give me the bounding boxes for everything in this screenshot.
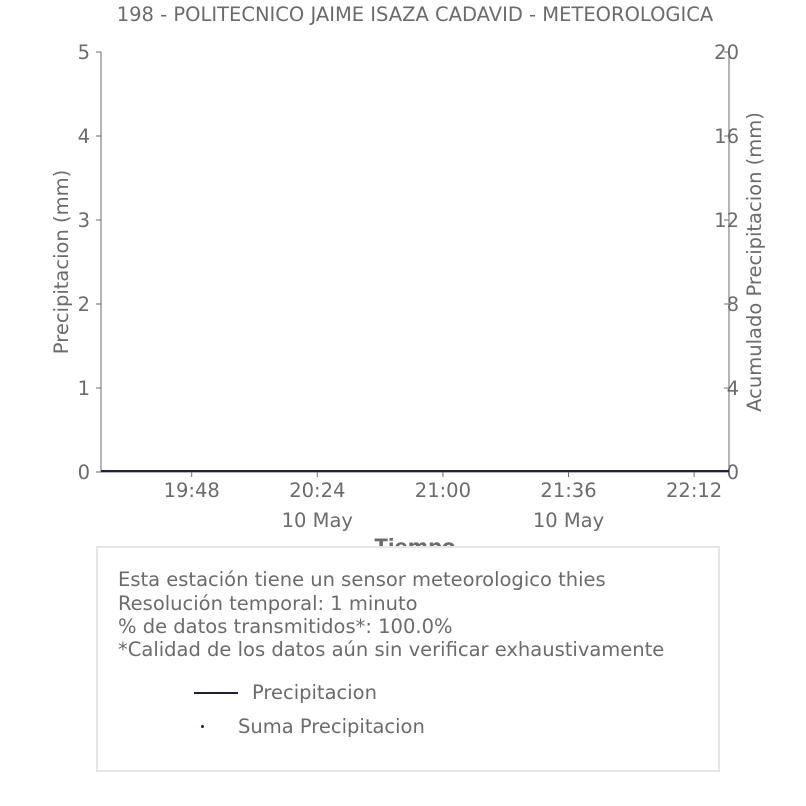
x-tick-sublabel-3: 10 May (532, 509, 605, 532)
x-tick-label-1: 20:24 (289, 479, 346, 502)
x-tick-label-4: 22:12 (666, 479, 723, 502)
y-tick-label-4: 4 (77, 125, 90, 148)
y-tick-label-2: 2 (77, 293, 90, 316)
y2-tick-label-1: 4 (726, 377, 739, 400)
info-quality-text: *Calidad de los datos aún sin verificar exhaustivamente (118, 638, 665, 661)
y2-tick-label-0: 0 (726, 461, 739, 484)
y2-tick-label-3: 12 (714, 209, 739, 232)
info-transmitted-text: % de datos transmitidos*: 100.0% (118, 615, 453, 638)
left-y-ticks (78, 41, 101, 484)
y2-tick-label-5: 20 (714, 41, 739, 64)
info-resolution-text: Resolución temporal: 1 minuto (118, 592, 418, 615)
x-tick-label-0: 19:48 (163, 479, 220, 502)
y2-axis-label: Acumulado Precipitacion (mm) (743, 112, 766, 412)
x-tick-sublabel-1: 10 May (281, 509, 353, 532)
y-tick-label-1: 1 (77, 377, 90, 400)
info-box (96, 546, 720, 772)
info-sensor-text: Esta estación tiene un sensor meteorologico thies (118, 568, 606, 591)
x-tick-label-2: 21:00 (414, 479, 472, 502)
legend-suma-label: Suma Precipitacion (238, 715, 425, 738)
legend-precipitacion-swatch (194, 692, 238, 694)
legend-suma-swatch (201, 725, 204, 728)
y-axis-label: Precipitacion (mm) (50, 169, 73, 355)
legend-precipitacion-label: Precipitacion (252, 681, 377, 704)
y2-tick-label-2: 8 (726, 293, 739, 316)
chart-title: 198 - POLITECNICO JAIME ISAZA CADAVID - METEOROLOGICA (116, 3, 714, 26)
y-tick-label-3: 3 (77, 209, 90, 232)
y-tick-label-5: 5 (77, 41, 90, 64)
x-ticks (164, 472, 723, 532)
y2-tick-label-4: 16 (714, 125, 739, 148)
x-tick-label-3: 21:36 (540, 479, 597, 502)
right-y-ticks (714, 41, 739, 484)
y-tick-label-0: 0 (77, 461, 90, 484)
